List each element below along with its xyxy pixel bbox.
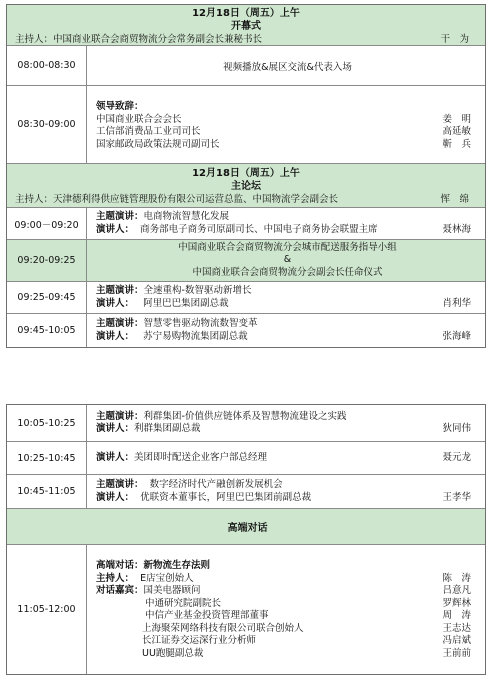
schedule-row: 10:05-10:25 主题演讲： 利群集团-价值供应链体系及智慧物流建设之实践 演讲人：利群集团副总裁 狄同伟 [7,405,485,441]
speaker: 阿里巴巴集团副总裁 [143,297,229,309]
speaker: 美团即时配送企业客户部总经理 [134,451,268,463]
speaker-name: 狄同伟 [442,423,471,434]
row-text: 视频播放&展区交流&代表入场 [223,61,352,73]
leader-item: 国家邮政局政策法规司副司长 靳 兵 [96,138,471,150]
forum-host: 天津德利得供应链管理股份有限公司运营总监、中国物流学会副会长 [53,194,339,205]
topic: 全速重构-数智驱动新增长 [143,285,252,296]
topic: 数字经济时代产融创新发展机会 [149,479,283,490]
schedule-row: 10:25-10:45 演讲人：美团即时配送企业客户部总经理 聂元龙 [7,441,485,474]
schedule-table-1 [6,4,486,348]
speaker: 苏宁易购物流集团副总裁 [143,330,248,342]
speaker-name: 聂元龙 [442,451,471,463]
guest-item: 上海聚荣网络科技有限公司联合创始人 王志达 [142,622,471,634]
time-cell: 11:05-12:00 [7,545,87,674]
time-cell: 08:00-08:30 [7,46,87,85]
time-cell: 09:45-10:05 [7,314,87,347]
schedule-row: 09:00－09:20 主题演讲： 电商物流智慧化发展 演讲人： 商务部电子商务司原副司长、中国电子商务协会联盟主席 聂林海 [7,207,485,239]
ceremony-line-1: 中国商业联合会商贸物流分会城市配送服务指导小组 [178,241,397,253]
topic: 电商物流智慧化发展 [143,211,230,222]
schedule-row [7,239,485,281]
time-cell: 10:45-11:05 [7,475,87,508]
speaker: 优联资本董事长，阿里巴巴集团前副总裁 [140,491,312,503]
schedule-row: 09:25-09:45 主题演讲： 全速重构-数智驱动新增长 演讲人： 阿里巴巴集团副总裁 肖利华 [7,281,485,313]
leader-item: 工信部消费品工业司司长 高延敏 [96,126,471,137]
time-cell: 09:00－09:20 [7,208,87,239]
opening-host-label: 主持人： [15,34,54,45]
schedule-row [7,85,485,163]
opening-host: 中国商业联合会商贸物流分会常务副会长兼秘书长 [53,34,263,45]
schedule-row: 10:45-11:05 主题演讲： 数字经济时代产融创新发展机会 演讲人： 优联资本董事长，阿里巴巴集团前副总裁 王孝华 [7,474,485,508]
guest-item: 中信产业基金投资管理部董事 周 涛 [145,610,471,621]
topic: 利群集团-价值供应链体系及智慧物流建设之实践 [143,410,347,422]
time-cell: 08:30-09:00 [7,86,87,163]
forum-date: 12月18日（周五）上午 [192,168,300,179]
leader-item: 中国商业联合会会长 姜 明 [96,113,471,125]
time-cell: 10:25-10:45 [7,442,87,474]
forum-header [7,163,485,207]
schedule-row: 11:05-12:00 高端对话： 新物流生存法则 主持人： E店宝创始人 陈 涛 对话嘉宾：国美电器顾问 吕意凡 中通研究院副院长 罗辉林 中信产业基金投资管理部董事 周 涛 上海聚荣网络科技有限公司联合创始人 王志达 长江证券交运深行业分析师 冯启斌 UU跑腿副总裁 王前前 [7,544,485,674]
forum-title: 主论坛 [231,181,261,192]
schedule-table-2 [6,404,486,675]
opening-header [7,5,485,45]
ceremony-line-3: 中国商业联合会商贸物流分会副会长任命仪式 [192,266,383,278]
forum-host-name: 恽 绵 [440,194,469,205]
dialogue-topic: 新物流生存法则 [143,560,211,571]
forum-host-label: 主持人： [15,194,54,205]
forum-host-line [13,193,479,206]
guest-item: UU跑腿副总裁 王前前 [142,647,471,659]
speaker-name: 王孝华 [442,491,471,503]
speaker-name: 肖利华 [442,297,471,309]
opening-title: 开幕式 [231,21,261,32]
speaker: 利群集团副总裁 [134,423,201,434]
dialogue-host-name: 陈 涛 [442,572,471,584]
dialogue-host: E店宝创始人 [140,572,194,584]
time-cell: 10:05-10:25 [7,405,87,441]
speaker-name: 张海峰 [442,330,471,342]
ceremony-line-2: & [283,254,292,266]
opening-date: 12月18日（周五）上午 [192,8,300,19]
schedule-row [7,45,485,85]
guest-name: 吕意凡 [442,585,471,596]
guest-item: 中通研究院副院长 罗辉林 [145,597,471,609]
speaker: 商务部电子商务司原副司长、中国电子商务协会联盟主席 [140,223,378,235]
time-cell: 09:25-09:45 [7,282,87,313]
guest-item: 长江证券交运深行业分析师 冯启斌 [142,635,471,646]
schedule-row: 09:45-10:05 主题演讲： 智慧零售驱动物流数智变革 演讲人： 苏宁易购物流集团副总裁 张海峰 [7,313,485,347]
time-cell: 09:20-09:25 [7,240,87,281]
guest-role: 国美电器顾问 [143,585,201,596]
opening-host-name: 干 为 [440,34,469,45]
leaders-heading: 领导致辞： [96,101,144,112]
topic: 智慧零售驱动物流数智变革 [143,318,258,329]
dialogue-header [7,508,485,544]
dialogue-title: 高端对话 [227,523,268,534]
speaker-name: 聂林海 [442,223,471,235]
